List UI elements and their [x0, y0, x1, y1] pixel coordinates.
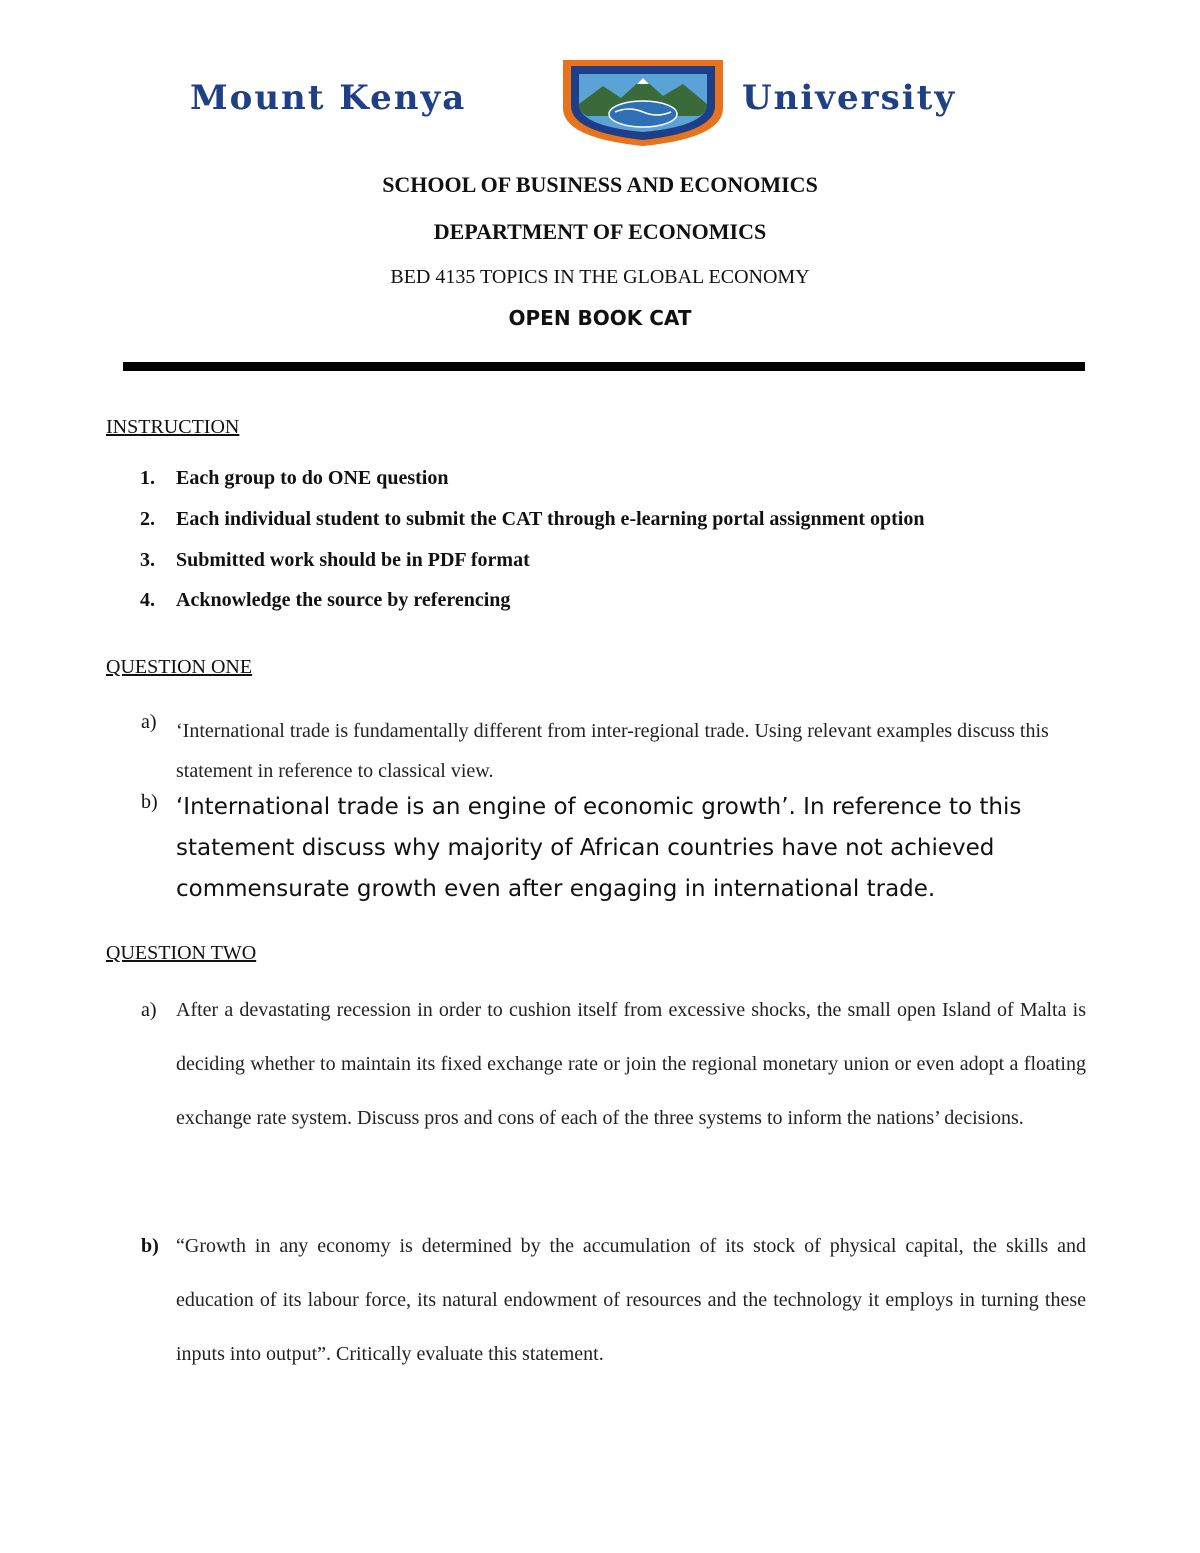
- course-title: BED 4135 TOPICS IN THE GLOBAL ECONOMY: [390, 266, 810, 288]
- question-one-heading: QUESTION ONE: [106, 656, 253, 678]
- question-two-b-text: “Growth in any economy is determined by the accumulation of its stock of physical capital, the skills and education of its labour force, its natural endowment of resources and the technology it employs in turning these inputs into output”. Critically evaluate this statement.: [176, 1235, 1086, 1365]
- question-one-b-letter: b): [141, 791, 158, 813]
- instruction-heading: INSTRUCTION: [106, 416, 240, 438]
- instruction-item-text: Each individual student to submit the CAT through e-learning portal assignment option: [176, 508, 925, 530]
- header-divider: [123, 362, 1085, 371]
- cat-type-title: OPEN BOOK CAT: [508, 306, 692, 330]
- question-one-b-text: ‘International trade is an engine of economic growth’. In reference to this statement discuss why majority of African countries have not achieved commensurate growth even after engaging in international trade.: [176, 794, 1022, 902]
- instruction-item-text: Each group to do ONE question: [176, 467, 449, 489]
- school-title: SCHOOL OF BUSINESS AND ECONOMICS: [382, 172, 818, 197]
- instruction-item-number: 2.: [140, 508, 155, 530]
- instruction-item-number: 4.: [140, 589, 155, 611]
- university-crest-icon: [559, 52, 727, 148]
- instruction-item-number: 3.: [140, 549, 155, 571]
- instruction-item-text: Submitted work should be in PDF format: [176, 549, 530, 571]
- question-two-heading: QUESTION TWO: [106, 942, 257, 964]
- instruction-item-text: Acknowledge the source by referencing: [176, 589, 511, 611]
- question-two-b-letter: b): [141, 1235, 159, 1257]
- university-logo: [0, 52, 1200, 152]
- logo-word-right: University: [742, 78, 957, 118]
- question-one-a-letter: a): [141, 711, 157, 733]
- question-two-a-letter: a): [141, 999, 157, 1021]
- logo-word-left: Mount Kenya: [190, 78, 467, 118]
- question-two-a-text: After a devastating recession in order to cushion itself from excessive shocks, the small open Island of Malta is deciding whether to maintain its fixed exchange rate or join the regional monetary union or even adopt a floating exchange rate system. Discuss pros and cons of each of the three systems to inform the nations’ decisions.: [176, 999, 1086, 1129]
- department-title: DEPARTMENT OF ECONOMICS: [433, 219, 767, 244]
- question-one-a-text: ‘International trade is fundamentally different from inter-regional trade. Using relevant examples discuss this statement in reference to classical view.: [176, 720, 1049, 782]
- instruction-item-number: 1.: [140, 467, 155, 489]
